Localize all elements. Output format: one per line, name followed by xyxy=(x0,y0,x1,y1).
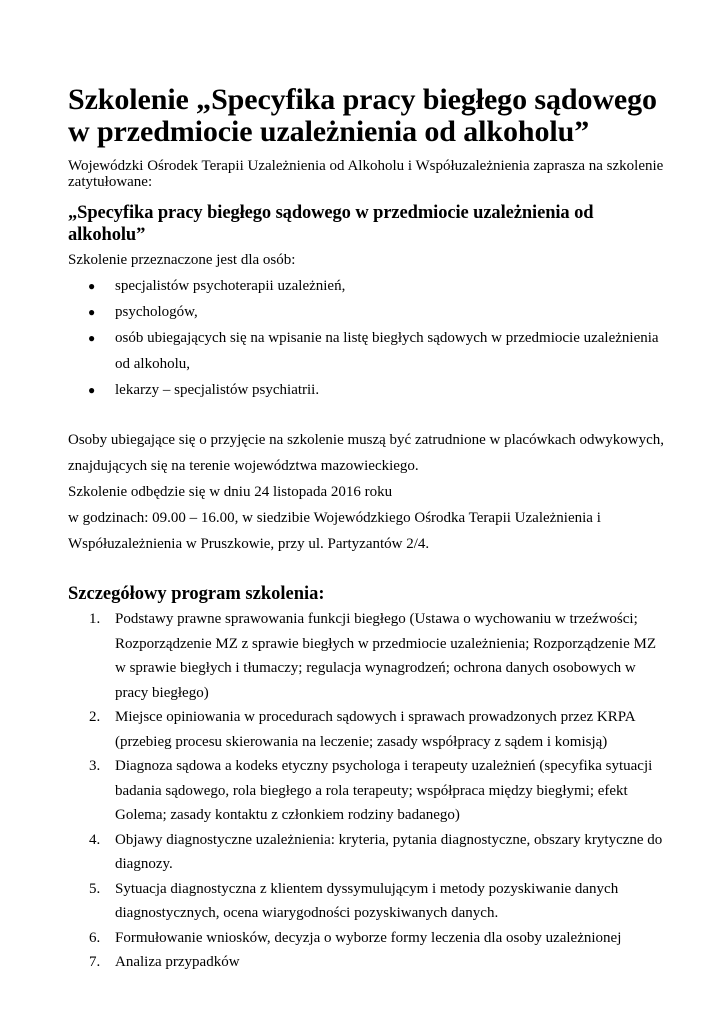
program-item-text: Diagnoza sądowa a kodeks etyczny psychologa i terapeuty uzależnień (specyfika sytuacji badania sądowego, rola biegłego a rola terapeuty; współpraca między biegłymi; efekt Golema; zasady kontaktu z członkiem rodziny badanego) xyxy=(115,758,653,823)
item-number: 7. xyxy=(89,954,101,970)
program-heading: Szczegółowy program szkolenia: xyxy=(68,584,325,604)
list-item-text: psychologów, xyxy=(115,304,198,320)
intro-paragraph: Wojewódzki Ośrodek Terapii Uzależnienia od Alkoholu i Współuzależnienia zaprasza na szkolenie zatytułowane: xyxy=(68,158,664,190)
audience-list xyxy=(68,273,668,403)
eligibility-and-date-section xyxy=(68,427,668,557)
program-item xyxy=(68,705,668,754)
audience-label: Szkolenie przeznaczone jest dla osób: xyxy=(68,252,296,268)
location-paragraph: w godzinach: 09.00 – 16.00, w siedzibie Wojewódzkiego Ośrodka Terapii Uzależnienia i Współuzależnienia w Pruszkowie, przy ul. Partyzantów 2/4. xyxy=(68,510,601,552)
program-item xyxy=(68,607,668,705)
program-list xyxy=(68,607,668,975)
bullet-icon: ● xyxy=(88,331,96,345)
program-item-text: Objawy diagnostyczne uzależnienia: kryteria, pytania diagnostyczne, obszary krytyczne do diagnozy. xyxy=(115,831,663,872)
program-item xyxy=(68,950,668,975)
program-item xyxy=(68,926,668,951)
item-number: 3. xyxy=(89,758,101,774)
item-number: 1. xyxy=(89,611,101,627)
program-item-text: Analiza przypadków xyxy=(115,954,240,970)
item-number: 5. xyxy=(89,880,101,897)
list-item-text: lekarzy – specjalistów psychiatrii. xyxy=(115,382,320,398)
item-number: 4. xyxy=(89,831,101,848)
list-item xyxy=(68,377,668,403)
program-item xyxy=(68,828,668,877)
program-item-text: Podstawy prawne sprawowania funkcji biegłego (Ustawa o wychowaniu w trzeźwości; Rozporządzenie MZ z sprawie biegłych w przedmiocie uzależnienia; Rozporządzenie MZ w sprawie biegłych i tłumaczy; regulacja wynagrodzeń; ochrona danych osobowych w pracy biegłego) xyxy=(115,611,657,701)
eligibility-paragraph: Osoby ubiegające się o przyjęcie na szkolenie muszą być zatrudnione w placówkach odwykowych, znajdujących się na terenie województwa mazowieckiego. xyxy=(68,432,665,474)
program-item-text: Miejsce opiniowania w procedurach sądowych i sprawach prowadzonych przez KRPA (przebieg procesu skierowania na leczenie; zasady współpracy z sądem i komisją) xyxy=(115,709,635,750)
list-item xyxy=(68,299,668,325)
page-title: Szkolenie „Specyfika pracy biegłego sądowego w przedmiocie uzależnienia od alkoholu” xyxy=(68,83,657,148)
date-paragraph: Szkolenie odbędzie się w dniu 24 listopada 2016 roku xyxy=(68,484,393,500)
training-subtitle: „Specyfika pracy biegłego sądowego w przedmiocie uzależnienia od alkoholu” xyxy=(68,203,594,245)
item-number: 6. xyxy=(89,929,101,946)
program-item-text: Formułowanie wniosków, decyzja o wyborze formy leczenia dla osoby uzależnionej xyxy=(115,929,622,946)
program-item xyxy=(68,754,668,828)
item-number: 2. xyxy=(89,709,101,725)
bullet-icon: ● xyxy=(88,383,96,397)
document-page xyxy=(68,84,668,975)
bullet-icon: ● xyxy=(88,279,96,293)
program-item xyxy=(68,877,668,926)
list-item xyxy=(68,325,668,377)
list-item-text: osób ubiegających się na wpisanie na listę biegłych sądowych w przedmiocie uzależnienia od alkoholu, xyxy=(115,330,659,372)
bullet-icon: ● xyxy=(88,305,96,319)
list-item-text: specjalistów psychoterapii uzależnień, xyxy=(115,278,346,294)
list-item xyxy=(68,273,668,299)
program-item-text: Sytuacja diagnostyczna z klientem dyssymulującym i metody pozyskiwanie danych diagnostycznych, ocena wiarygodności pozyskiwanych danych. xyxy=(115,880,619,921)
